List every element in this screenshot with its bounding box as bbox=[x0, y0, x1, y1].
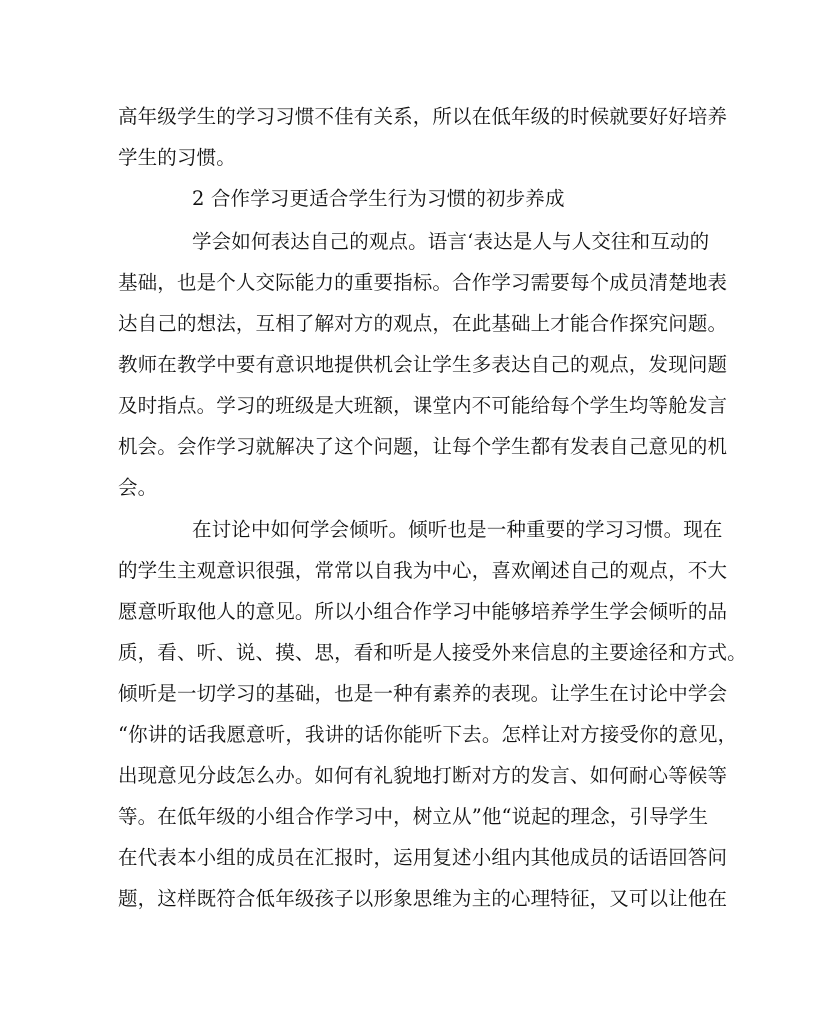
text-line: 的学生主观意识很强，常常以自我为中心，喜欢阐述自己的观点，不大 bbox=[118, 559, 728, 582]
text-line: 达自己的想法，互相了解对方的观点，在此基础上才能合作探究问题。 bbox=[118, 312, 728, 335]
text-line: 基础，也是个人交际能力的重要指标。合作学习需要每个成员清楚地表 bbox=[118, 271, 728, 294]
text-line: 倾听是一切学习的基础，也是一种有素养的表现。让学生在讨论中学会 bbox=[118, 682, 728, 705]
text-line: 教师在教学中要有意识地提供机会让学生多表达自己的观点，发现问题 bbox=[118, 353, 728, 376]
text-line: 会。 bbox=[118, 476, 158, 499]
text-line: “你讲的话我愿意听，我讲的话你能听下去。怎样让对方接受你的意见， bbox=[118, 723, 738, 746]
text-line: 高年级学生的学习习惯不佳有关系，所以在低年级的时候就要好好培养 bbox=[118, 105, 728, 128]
text-line: 在代表本小组的成员在汇报时，运用复述小组内其他成员的话语回答问 bbox=[118, 846, 728, 869]
text-line: 愿意听取他人的意见。所以小组合作学习中能够培养学生学会倾听的品 bbox=[118, 600, 728, 623]
text-line: 学会如何表达自己的观点。语言‘表达是人与人交往和互动的 bbox=[192, 230, 710, 253]
text-line: 学生的习惯。 bbox=[118, 146, 236, 169]
text-line: 等。在低年级的小组合作学习中，树立从”他“说起的理念，引导学生 bbox=[118, 805, 709, 828]
text-line: 题，这样既符合低年级孩子以形象思维为主的心理特征，又可以让他在 bbox=[118, 887, 728, 910]
text-line: 质，看、听、说、摸、思，看和听是人接受外来信息的主要途径和方式。 bbox=[118, 641, 747, 664]
section-heading: 2 合作学习更适合学生行为习惯的初步养成 bbox=[192, 187, 565, 210]
text-line: 出现意见分歧怎么办。如何有礼貌地打断对方的发言、如何耐心等候等 bbox=[118, 764, 728, 787]
text-line: 在讨论中如何学会倾听。倾听也是一种重要的学习习惯。现在 bbox=[192, 518, 723, 541]
text-line: 及时指点。学习的班级是大班额，课堂内不可能给每个学生均等舱发言 bbox=[118, 394, 728, 417]
text-line: 机会。会作学习就解决了这个问题，让每个学生都有发表自己意见的机 bbox=[118, 435, 728, 458]
